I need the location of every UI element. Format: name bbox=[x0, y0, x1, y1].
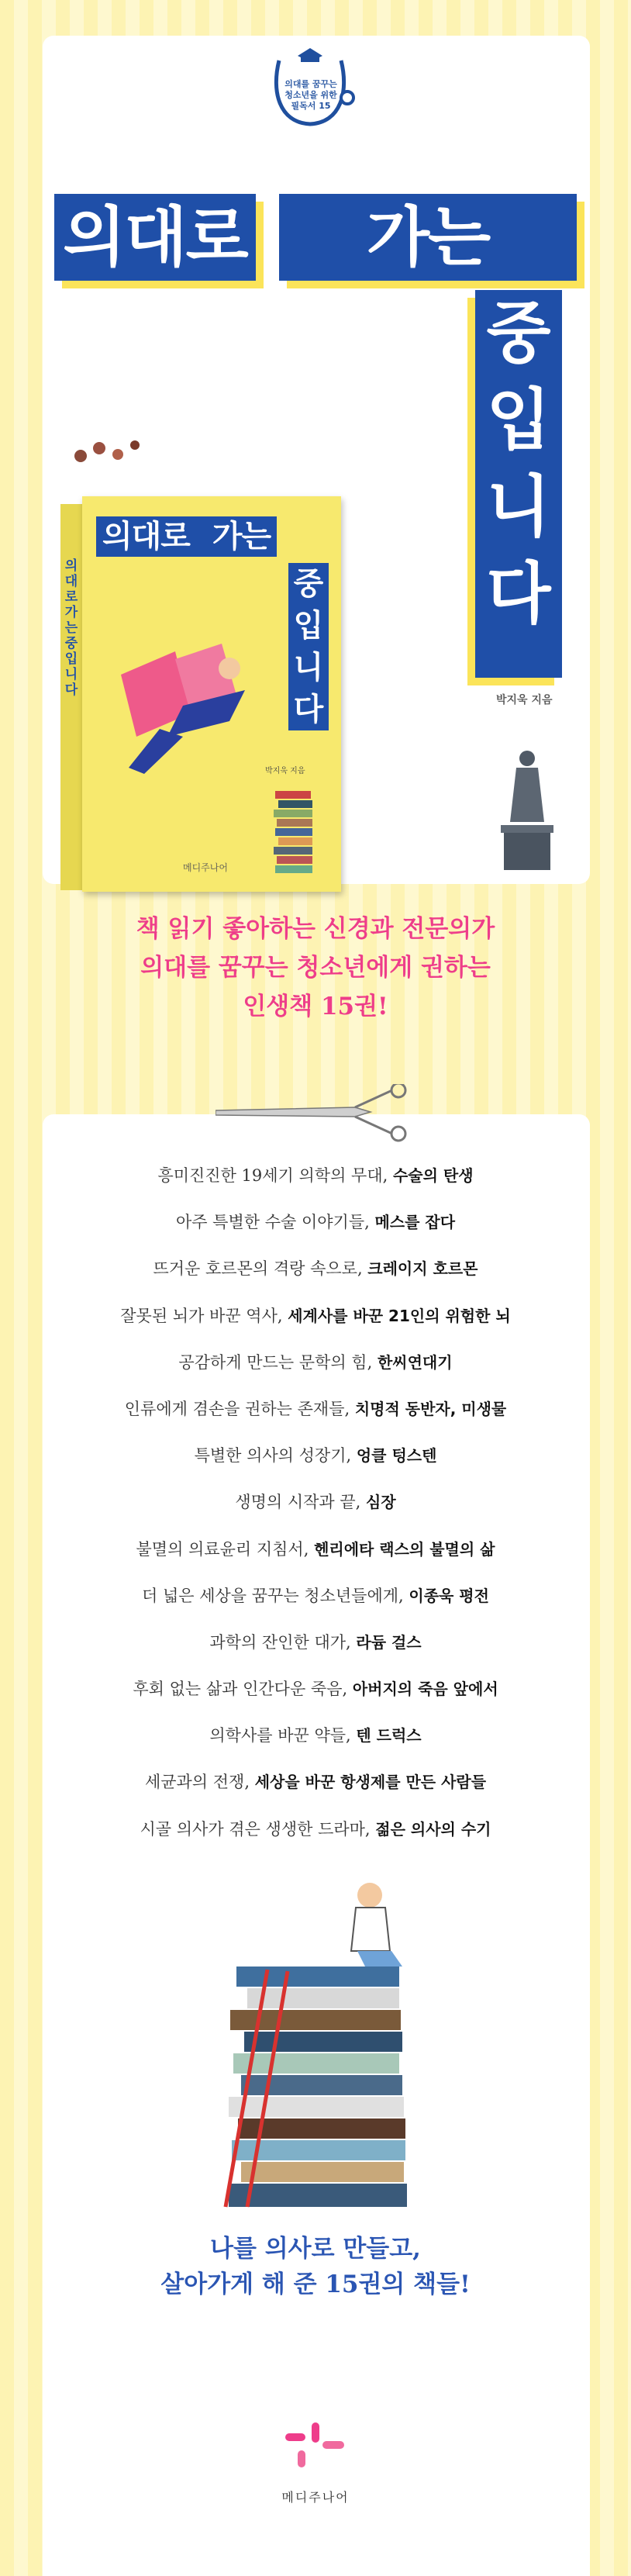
statue-icon bbox=[496, 744, 558, 876]
list-item bbox=[0, 1580, 631, 1627]
item-title: 젊은 의사의 수기 bbox=[375, 1819, 491, 1839]
list-item bbox=[0, 1440, 631, 1487]
title-word-b: 가는 bbox=[366, 199, 490, 275]
list-item bbox=[0, 1534, 631, 1580]
intro-line-2: 의대를 꿈꾸는 청소년에게 권하는 bbox=[140, 954, 491, 982]
item-desc: 특별한 의사의 성장기, bbox=[194, 1446, 357, 1466]
title-char-2: 입 bbox=[486, 382, 551, 459]
badge-line-3: 필독서 15 bbox=[291, 101, 331, 111]
book-front bbox=[82, 496, 341, 892]
list-item bbox=[0, 1160, 631, 1207]
cover-char-4: 다 bbox=[293, 692, 324, 727]
vertical-title bbox=[475, 290, 562, 678]
item-title: 이종욱 평전 bbox=[409, 1586, 489, 1605]
list-item bbox=[0, 1766, 631, 1813]
item-title: 아버지의 죽음 앞에서 bbox=[352, 1680, 498, 1699]
item-title: 세계사를 바꾼 21인의 위험한 뇌 bbox=[288, 1306, 511, 1325]
publisher-logo: 메디주나어 bbox=[281, 2490, 350, 2505]
cover-title bbox=[96, 516, 277, 557]
item-desc: 불멸의 의료윤리 지침서, bbox=[136, 1539, 315, 1559]
book-cover bbox=[60, 496, 341, 903]
book-list bbox=[0, 1160, 631, 1860]
item-title: 헨리에타 랙스의 불멸의 삶 bbox=[314, 1539, 495, 1559]
list-item bbox=[0, 1207, 631, 1253]
item-desc: 인류에게 겸손을 권하는 존재들, bbox=[124, 1399, 355, 1418]
item-desc: 세균과의 전쟁, bbox=[144, 1773, 255, 1792]
forceps-icon bbox=[216, 1084, 417, 1146]
list-item bbox=[0, 1720, 631, 1766]
intro-text bbox=[0, 910, 631, 1026]
item-desc: 잘못된 뇌가 바꾼 역사, bbox=[120, 1306, 288, 1325]
closing-line-1: 나를 의사로 만들고, bbox=[210, 2235, 421, 2263]
list-item bbox=[0, 1814, 631, 1860]
author-credit: 박지욱 지음 bbox=[496, 694, 553, 706]
item-desc: 생명의 시작과 끝, bbox=[235, 1493, 367, 1512]
title-char-1: 중 bbox=[486, 295, 551, 372]
list-item bbox=[0, 1673, 631, 1720]
title-block-a bbox=[54, 194, 256, 281]
item-desc: 흥미진진한 19세기 의학의 무대, bbox=[157, 1166, 393, 1185]
book-spine bbox=[60, 504, 82, 890]
spine-title: 의대로 가는 중입니다 bbox=[64, 558, 78, 698]
item-title: 심장 bbox=[366, 1493, 396, 1512]
item-desc: 후회 없는 삶과 인간다운 죽음, bbox=[133, 1680, 353, 1699]
book-stack-icon bbox=[272, 783, 319, 884]
item-title: 치명적 동반자, 미생물 bbox=[354, 1399, 507, 1418]
closing-line-2: 살아가게 해 준 15권의 책들! bbox=[160, 2270, 471, 2298]
bacteria-icon bbox=[71, 434, 146, 465]
list-item bbox=[0, 1253, 631, 1300]
item-desc: 아주 특별한 수술 이야기들, bbox=[175, 1213, 375, 1232]
list-item bbox=[0, 1627, 631, 1673]
cover-title-b: 가는 bbox=[212, 519, 271, 554]
cover-char-3: 니 bbox=[293, 650, 324, 685]
list-item bbox=[0, 1487, 631, 1533]
closing-text bbox=[0, 2231, 631, 2302]
item-desc: 의학사를 바꾼 약들, bbox=[209, 1726, 357, 1746]
intro-line-1: 책 읽기 좋아하는 신경과 전문의가 bbox=[136, 915, 495, 943]
title-char-3: 니 bbox=[486, 468, 551, 546]
badge-line-2: 청소년을 위한 bbox=[284, 90, 337, 100]
cover-vertical-title bbox=[288, 563, 329, 730]
item-desc: 더 넓은 세상을 꿈꾸는 청소년들에게, bbox=[142, 1586, 409, 1605]
title-block-b bbox=[279, 194, 577, 281]
flying-doctor-illustration bbox=[113, 628, 268, 783]
cover-publisher: 메디주나어 bbox=[183, 862, 228, 873]
list-item bbox=[0, 1347, 631, 1393]
list-item bbox=[0, 1393, 631, 1440]
item-title: 메스를 잡다 bbox=[374, 1213, 456, 1232]
item-desc: 공감하게 만드는 문학의 힘, bbox=[178, 1352, 378, 1372]
item-title: 세상을 바꾼 항생제를 만든 사람들 bbox=[254, 1773, 487, 1792]
title-word-a: 의대로 bbox=[63, 199, 247, 275]
item-title: 수술의 탄생 bbox=[392, 1166, 474, 1185]
title-char-4: 다 bbox=[486, 555, 551, 633]
cover-author: 박지욱 지음 bbox=[265, 767, 305, 775]
badge-line-1: 의대를 꿈꾸는 bbox=[284, 79, 337, 89]
intro-line-3: 인생책 15권! bbox=[243, 993, 388, 1020]
cover-char-1: 중 bbox=[293, 566, 324, 602]
item-title: 라듐 걸스 bbox=[356, 1632, 422, 1652]
item-title: 크레이지 호르몬 bbox=[367, 1259, 478, 1279]
item-title: 엉클 텅스텐 bbox=[356, 1446, 437, 1466]
item-desc: 시골 의사가 겪은 생생한 드라마, bbox=[140, 1819, 376, 1839]
cover-title-a: 의대로 bbox=[102, 519, 190, 554]
item-title: 한씨연대기 bbox=[377, 1352, 453, 1372]
cover-char-2: 입 bbox=[293, 608, 324, 644]
bacteria-icon bbox=[281, 2418, 350, 2469]
item-title: 텐 드럭스 bbox=[356, 1726, 422, 1746]
item-desc: 과학의 잔인한 대가, bbox=[209, 1632, 357, 1652]
item-desc: 뜨거운 호르몬의 격랑 속으로, bbox=[153, 1259, 368, 1279]
book-tower-illustration bbox=[213, 1877, 430, 2212]
list-item bbox=[0, 1300, 631, 1347]
stethoscope-badge bbox=[264, 45, 358, 136]
